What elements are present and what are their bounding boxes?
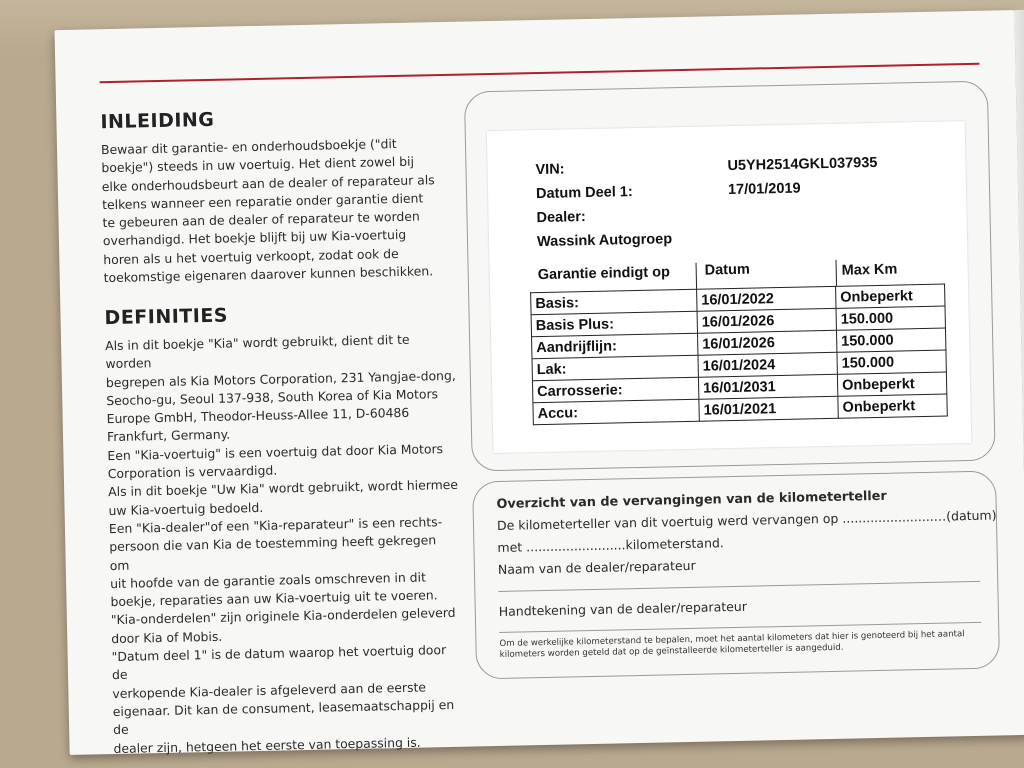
warranty-end-date: 16/01/2026 (698, 330, 837, 355)
col-header-maxkm: Max Km (841, 261, 898, 279)
definitions-heading: DEFINITIES (104, 304, 229, 330)
header-divider (835, 260, 837, 286)
vin-value: U5YH2514GKL037935 (727, 154, 878, 175)
warranty-type: Basis Plus: (531, 311, 697, 336)
definitions-paragraph: Als in dit boekje "Kia" wordt gebruikt, dient dit te worden begrepen als Kia Motors Corporation, 231 Yangjae-dong, Seocho-gu, Seoul 137-938, South Korea of Kia Motors Europe GmbH, Theodor-Heuss-Allee 11, D-60486 Frankfurt, Germany. Een "Kia-voertuig" is een voertuig dat door Kia Motors Corporation is vervaardigd. Als in dit boekje "Uw Kia" wordt gebruikt, wordt hiermee uw Kia-voertuig bedoeld. Een "Kia-dealer"of een "Kia-reparateur" is een rechts- persoon die van Kia de toestemming heeft gekregen om uit hoofde van de garantie zoals omschreven in dit boekje, reparaties aan uw Kia-voertuig uit te voeren. "Kia-onderdelen" zijn originele Kia-onderdelen geleverd door Kia of Mobis. "Datum deel 1" is de datum waarop het voertuig door de verkopende Kia-dealer is afgeleverd aan de eerste eigenaar. Dit kan de consument, leasemaatschappij en de dealer zijn, hetgeen het eerste van toepassing is. (104, 331, 459, 756)
col-header-warranty: Garantie eindigt op (537, 264, 671, 284)
odometer-footnote: Om de werkelijke kilometerstand te bepalen, moet het aantal kilometers dat hier is genoteerd bij het aantal kilometers worden geteld dat op de geïnstalleerde kilometerteller is aangeduid. (499, 629, 965, 660)
vehicle-info-sticker (487, 121, 972, 453)
warranty-end-date: 16/01/2021 (699, 396, 838, 421)
intro-heading: INLEIDING (100, 108, 215, 134)
page-edge (1014, 10, 1024, 735)
warranty-booklet-page (55, 10, 1024, 755)
warranty-max-km: Onbeperkt (837, 372, 946, 396)
warranty-type: Aandrijflijn: (532, 333, 698, 358)
warranty-end-date: 16/01/2031 (698, 374, 837, 399)
warranty-max-km: 150.000 (836, 306, 945, 330)
date-label: Datum Deel 1: (535, 184, 633, 203)
warranty-max-km: 150.000 (836, 328, 945, 352)
warranty-type: Accu: (533, 399, 699, 424)
odometer-title: Overzicht van de vervangingen van de kilometerteller (496, 488, 887, 512)
header-divider (696, 263, 698, 289)
warranty-max-km: 150.000 (837, 350, 946, 374)
warranty-table (530, 284, 948, 426)
warranty-type: Carrosserie: (532, 377, 698, 402)
warranty-end-date: 16/01/2022 (697, 286, 836, 311)
warranty-max-km: Onbeperkt (838, 394, 947, 418)
odometer-replaced-date-line[interactable]: De kilometerteller van dit voertuig werd vervangen op .......................…(datum) (496, 507, 997, 533)
dealer-value: Wassink Autogroep (536, 231, 673, 251)
signature-label: Handtekening van de dealer/reparateur (498, 598, 748, 619)
warranty-type: Lak: (532, 355, 698, 380)
warranty-max-km: Onbeperkt (836, 284, 945, 308)
accent-rule (100, 63, 980, 83)
dealer-label: Dealer: (536, 209, 586, 227)
warranty-type: Basis: (531, 289, 697, 314)
col-header-date: Datum (704, 261, 750, 279)
dealer-name-label: Naam van de dealer/reparateur (497, 557, 696, 577)
vin-label: VIN: (535, 161, 565, 179)
date-value: 17/01/2019 (727, 180, 801, 199)
odometer-km-line[interactable]: met .........................kilometerstand. (497, 535, 724, 555)
intro-paragraph: Bewaar dit garantie- en onderhoudsboekje ("dit boekje") steeds in uw voertuig. Het dient zowel bij elke onderhoudsbeurt aan de dealer of reparateur als telkens wanneer een reparatie onder garantie dient te gebeuren aan de dealer of reparateur te worden overhandigd. Het boekje blijft bij uw Kia-voertuig horen als u het voertuig verkoopt, zodat ook de toekomstige eigenaren daarover kunnen beschikken. (100, 135, 435, 286)
warranty-end-date: 16/01/2024 (698, 352, 837, 377)
warranty-end-date: 16/01/2026 (697, 308, 836, 333)
